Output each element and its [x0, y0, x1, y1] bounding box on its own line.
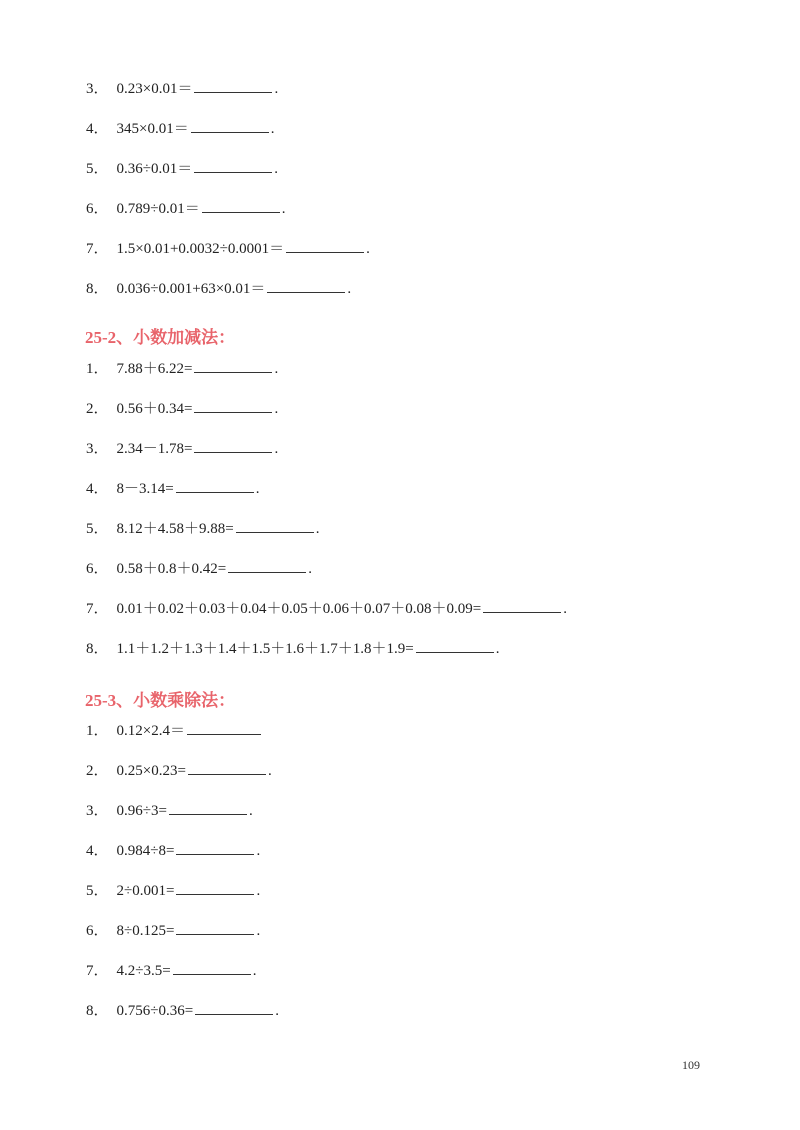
- exercise-2-8: [86, 638, 499, 660]
- page-number: 109: [682, 1058, 700, 1072]
- exercise-expression: 0.96÷3=: [116, 803, 167, 819]
- exercise-expression: 1.1＋1.2＋1.3＋1.4＋1.5＋1.6＋1.7＋1.8＋1.9=: [116, 641, 414, 657]
- exercise-number: 1．: [86, 361, 109, 377]
- exercise-end: .: [256, 923, 261, 939]
- exercise-number: 2．: [86, 763, 109, 779]
- answer-blank[interactable]: [194, 158, 272, 173]
- exercise-end: .: [315, 521, 320, 537]
- exercise-number: 4．: [86, 843, 109, 859]
- exercise-number: 8．: [86, 641, 109, 657]
- exercise-expression: 345×0.01＝: [116, 121, 189, 137]
- exercise-end: .: [274, 81, 279, 97]
- exercise-number: 8．: [86, 281, 109, 297]
- answer-blank[interactable]: [176, 840, 254, 855]
- exercise-3-1: [86, 720, 263, 742]
- exercise-1-5: [86, 158, 278, 180]
- section-heading-decimal-add-subtract: 25-2、小数加减法：: [85, 328, 236, 347]
- exercise-number: 5．: [86, 883, 109, 899]
- exercise-end: .: [256, 843, 261, 859]
- answer-blank[interactable]: [176, 920, 254, 935]
- exercise-2-4: [86, 478, 259, 500]
- exercise-expression: 2÷0.001=: [116, 883, 175, 899]
- exercise-end: .: [281, 201, 286, 217]
- answer-blank[interactable]: [176, 478, 254, 493]
- exercise-expression: 8－3.14=: [116, 481, 174, 497]
- exercise-number: 4．: [86, 481, 109, 497]
- exercise-2-2: [86, 398, 278, 420]
- exercise-3-3: [86, 800, 253, 822]
- exercise-expression: 0.12×2.4＝: [116, 723, 185, 739]
- exercise-3-5: [86, 880, 260, 902]
- answer-blank[interactable]: [194, 438, 272, 453]
- exercise-number: 6．: [86, 923, 109, 939]
- exercise-1-7: [86, 238, 370, 260]
- exercise-expression: 0.56＋0.34=: [116, 401, 193, 417]
- exercise-end: .: [267, 763, 272, 779]
- exercise-number: 7．: [86, 601, 109, 617]
- exercise-number: 1．: [86, 723, 109, 739]
- exercise-expression: 0.36÷0.01＝: [116, 161, 193, 177]
- exercise-2-1: [86, 358, 278, 380]
- exercise-expression: 8.12＋4.58＋9.88=: [116, 521, 234, 537]
- answer-blank[interactable]: [191, 118, 269, 133]
- exercise-number: 2．: [86, 401, 109, 417]
- answer-blank[interactable]: [195, 1000, 273, 1015]
- exercise-number: 7．: [86, 963, 109, 979]
- exercise-end: .: [270, 121, 275, 137]
- exercise-3-7: [86, 960, 256, 982]
- exercise-end: .: [252, 963, 257, 979]
- exercise-3-4: [86, 840, 260, 862]
- exercise-number: 8．: [86, 1003, 109, 1019]
- exercise-expression: 0.756÷0.36=: [116, 1003, 194, 1019]
- answer-blank[interactable]: [228, 558, 306, 573]
- answer-blank[interactable]: [194, 398, 272, 413]
- exercise-expression: 2.34－1.78=: [116, 441, 193, 457]
- exercise-2-3: [86, 438, 278, 460]
- exercise-number: 6．: [86, 561, 109, 577]
- exercise-expression: 4.2÷3.5=: [116, 963, 171, 979]
- exercise-number: 5．: [86, 521, 109, 537]
- exercise-1-3: [86, 78, 278, 100]
- answer-blank[interactable]: [188, 760, 266, 775]
- answer-blank[interactable]: [194, 358, 272, 373]
- exercise-end: .: [366, 241, 370, 257]
- answer-blank[interactable]: [176, 880, 254, 895]
- exercise-end: .: [274, 401, 279, 417]
- answer-blank[interactable]: [483, 598, 561, 613]
- exercise-number: 6．: [86, 201, 109, 217]
- exercise-expression: 0.23×0.01＝: [116, 81, 193, 97]
- exercise-1-6: [86, 198, 286, 220]
- exercise-2-7: [86, 598, 567, 620]
- exercise-3-6: [86, 920, 260, 942]
- answer-blank[interactable]: [169, 800, 247, 815]
- exercise-end: .: [495, 641, 500, 657]
- exercise-expression: 1.5×0.01+0.0032÷0.0001＝: [116, 241, 285, 257]
- exercise-end: .: [248, 803, 253, 819]
- exercise-expression: 0.25×0.23=: [116, 763, 186, 779]
- exercise-expression: 0.58＋0.8＋0.42=: [116, 561, 227, 577]
- answer-blank[interactable]: [202, 198, 280, 213]
- exercise-expression: 0.036÷0.001+63×0.01＝: [116, 281, 266, 297]
- exercise-end: .: [255, 481, 260, 497]
- exercise-expression: 0.01＋0.02＋0.03＋0.04＋0.05＋0.06＋0.07＋0.08＋0.09=: [116, 601, 482, 617]
- answer-blank[interactable]: [194, 78, 272, 93]
- exercise-expression: 8÷0.125=: [116, 923, 175, 939]
- exercise-expression: 0.789÷0.01＝: [116, 201, 200, 217]
- exercise-2-6: [86, 558, 312, 580]
- exercise-number: 5．: [86, 161, 109, 177]
- answer-blank[interactable]: [267, 278, 345, 293]
- exercise-expression: 7.88＋6.22=: [116, 361, 193, 377]
- answer-blank[interactable]: [416, 638, 494, 653]
- exercise-end: .: [347, 281, 352, 297]
- exercise-number: 3．: [86, 81, 109, 97]
- exercise-3-2: [86, 760, 272, 782]
- exercise-number: 4．: [86, 121, 109, 137]
- exercise-number: 3．: [86, 803, 109, 819]
- exercise-end: .: [563, 601, 567, 617]
- exercise-1-8: [86, 278, 351, 300]
- exercise-1-4: [86, 118, 274, 140]
- exercise-3-8: [86, 1000, 279, 1022]
- exercise-end: .: [256, 883, 261, 899]
- exercise-end: .: [274, 361, 279, 377]
- answer-blank[interactable]: [187, 720, 261, 735]
- exercise-2-5: [86, 518, 319, 540]
- exercise-number: 7．: [86, 241, 109, 257]
- answer-blank[interactable]: [236, 518, 314, 533]
- exercise-end: .: [308, 561, 312, 577]
- answer-blank[interactable]: [286, 238, 364, 253]
- exercise-end: .: [274, 161, 278, 177]
- exercise-end: .: [275, 1003, 279, 1019]
- answer-blank[interactable]: [173, 960, 251, 975]
- exercise-end: .: [274, 441, 279, 457]
- section-heading-decimal-multiply-divide: 25-3、小数乘除法：: [85, 691, 236, 710]
- exercise-expression: 0.984÷8=: [116, 843, 175, 859]
- exercise-number: 3．: [86, 441, 109, 457]
